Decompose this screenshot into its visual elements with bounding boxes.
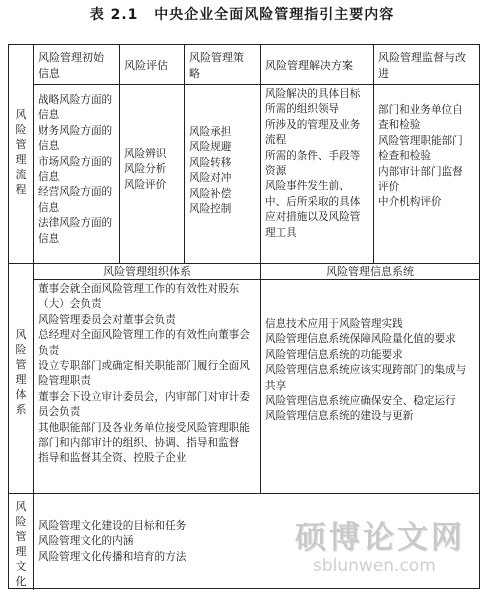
list-item: 所涉及的管理及业务流程 <box>265 118 361 147</box>
assessment-list <box>120 145 183 205</box>
list-item: 风险管理信息系统的功能要求 <box>265 348 403 361</box>
list-item: 信息技术应用于风险管理实践 <box>265 318 403 330</box>
list-item: 中介机构评价 <box>378 196 442 209</box>
list-item: 风险对冲 <box>189 172 232 185</box>
list-item: 所需的条件、手段等资源 <box>265 149 361 178</box>
list-item: 总经理对全面风险管理工作的有效性向董事会负责 <box>38 329 250 357</box>
list-item: 风险管理信息系统应该实现跨部门的集成与共享 <box>265 364 467 392</box>
list-item: 其他职能部门及各业务单位接受风险管理职能部门和内部审计的组织、协调、指导和监督 <box>38 421 250 450</box>
culture-list <box>34 517 294 577</box>
table-title: 中央企业全面风险管理指引主要内容 <box>154 7 395 23</box>
monitoring-list <box>374 101 478 251</box>
content-table <box>8 44 480 589</box>
list-item: 部门和业务单位自查和检验 <box>378 104 463 132</box>
section-divider-2 <box>9 493 479 494</box>
list-item: 风险评价 <box>124 178 167 191</box>
header-monitoring <box>374 47 478 84</box>
list-item: 风险管理文化建设的目标和任务 <box>38 520 187 532</box>
list-item: 财务风险方面的信息 <box>38 124 113 153</box>
list-item: 风险管理职能部门检查和检验 <box>378 134 463 163</box>
list-item: 风险管理信息系统应确保安全、稳定运行 <box>265 395 456 408</box>
list-item: 经营风险方面的信息 <box>38 186 113 214</box>
list-item: 风险管理信息系统保障风险量化值的要求 <box>265 333 456 346</box>
table-caption <box>0 4 484 30</box>
strategy-list <box>185 123 259 223</box>
list-item: 法律风险方面的信息 <box>38 217 113 245</box>
section-divider-1 <box>9 263 479 264</box>
header-initial-info-text: 风险管理初始信息 <box>38 51 104 80</box>
row-label-system: 风险管理体系 <box>15 328 27 416</box>
list-item: 风险转移 <box>189 156 232 169</box>
list-item: 风险承担 <box>189 126 232 138</box>
list-item: 董事会就全面风险管理工作的有效性对股东（大）会负责 <box>38 283 240 311</box>
org-system-list <box>34 280 260 492</box>
info-system-list <box>261 315 479 475</box>
initial-info-list <box>34 91 118 261</box>
list-item: 风险管理委员会对董事会负责 <box>38 313 176 326</box>
list-item: 风险事件发生前、中、后所采取的具体应对措施以及风险管理工具 <box>265 180 361 239</box>
list-item: 风险辨识 <box>124 148 167 160</box>
list-item: 市场风险方面的信息 <box>38 155 113 184</box>
header-initial-info <box>34 47 118 84</box>
header-assessment <box>120 55 183 84</box>
header-monitoring-text: 风险管理监督与改进 <box>378 51 466 80</box>
org-system-header: 风险管理组织体系 <box>103 265 191 278</box>
row-label-process: 风险管理流程 <box>15 108 27 196</box>
list-item: 风险解决的具体目标 <box>265 88 361 100</box>
list-item: 风险控制 <box>189 203 232 216</box>
list-item: 战略风险方面的信息 <box>38 94 113 122</box>
list-item: 风险补偿 <box>189 187 232 200</box>
list-item: 董事会下设立审计委员会，内审部门对审计委员会负责 <box>38 390 250 419</box>
watermark-en: sblunwen.com <box>313 556 436 576</box>
list-item: 所需的组织领导 <box>265 103 340 116</box>
header-divider <box>33 84 479 85</box>
list-item: 风险规避 <box>189 141 232 154</box>
header-strategy-text: 风险管理策略 <box>189 51 244 80</box>
list-item: 内部审计部门监督评价 <box>378 165 463 194</box>
list-item: 风险管理信息系统的建设与更新 <box>265 410 414 423</box>
list-item: 设立专职部门或确定相关职能部门履行全面风险管理职责 <box>38 360 250 388</box>
header-solution <box>261 55 372 84</box>
list-item: 指导和监督其全资、控股子企业 <box>38 452 187 465</box>
list-item: 风险管理文化的内涵 <box>38 535 134 548</box>
header-solution-text: 风险管理解决方案 <box>265 59 353 72</box>
list-item: 风险管理文化传播和培育的方法 <box>38 550 187 563</box>
table-number: 表 2.1 <box>89 7 139 23</box>
header-strategy <box>185 47 259 84</box>
info-system-header: 风险管理信息系统 <box>326 265 414 278</box>
row-label-culture: 风险管理文化 <box>15 500 27 588</box>
list-item: 风险分析 <box>124 163 167 176</box>
watermark-cn: 硕博论文网 <box>295 520 465 556</box>
header-assessment-text: 风险评估 <box>124 59 168 72</box>
solution-list <box>261 85 372 261</box>
